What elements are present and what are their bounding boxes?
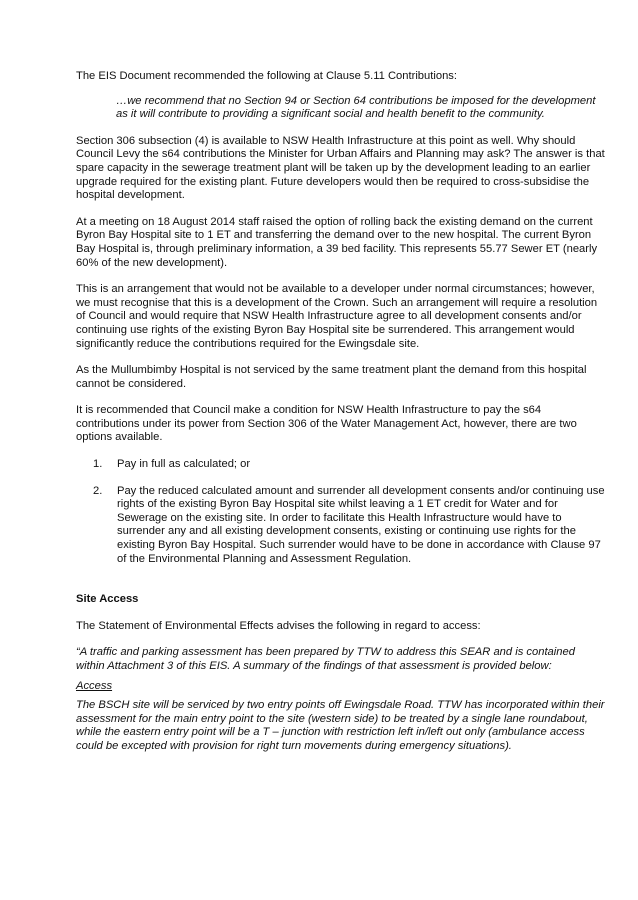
list-item-text: Pay in full as calculated; or <box>117 458 251 471</box>
list-item-number: 1. <box>93 458 103 471</box>
access-paragraph: The BSCH site will be serviced by two entry points off Ewingsdale Road. TTW has incorporated within their assessment for the main entry point to the site (western side) to be treated by a single lane roundabout, while the eastern entry point will be a T – junction with restriction left in/left out only (ambulance access could be excepted with provision for right turn movements during emergency situations). <box>76 699 605 752</box>
intro-paragraph: The EIS Document recommended the following at Clause 5.11 Contributions: <box>76 70 457 82</box>
eis-quote: …we recommend that no Section 94 or Section 64 contributions be imposed for the development as it will contribute to providing a significant social and health benefit to the community. <box>116 94 596 121</box>
site-access-lead: The Statement of Environmental Effects advises the following in regard to access: <box>76 619 481 632</box>
site-access-heading: Site Access <box>76 593 139 606</box>
paragraph-mullumbimby: As the Mullumbimby Hospital is not serviced by the same treatment plant the demand from this hospital cannot be considered. <box>76 364 587 390</box>
list-item-number: 2. <box>93 484 103 497</box>
paragraph-meeting: At a meeting on 18 August 2014 staff raised the option of rolling back the existing demand on the current Byron Bay Hospital site to 1 ET and transferring the demand over to the new hospital. The current Byron Bay Hospital is, through preliminary information, a 39 bed facility. This represents 55.77 Sewer ET (nearly 60% of the new development). <box>76 215 598 269</box>
paragraph-arrangement: This is an arrangement that would not be available to a developer under normal circumstances; however, we must recognise that this is a development of the Crown. Such an arrangement will require a resolution of Council and would require that NSW Health Infrastructure agree to all development consents and/or continuing use rights of the existing Byron Bay Hospital site be surrendered. This arrangement would significantly reduce the contributions required for the Ewingsdale site. <box>76 283 598 350</box>
paragraph-recommendation: It is recommended that Council make a condition for NSW Health Infrastructure to pay the s64 contributions under its power from Section 306 of the Water Management Act, however, there are two options available. <box>76 404 577 444</box>
list-item <box>76 485 606 567</box>
list-item <box>76 458 606 472</box>
access-subheading: Access <box>76 679 113 692</box>
traffic-assessment-quote: “A traffic and parking assessment has been prepared by TTW to address this SEAR and is contained within Attachment 3 of this EIS. A summary of the findings of that assessment is provided below: <box>76 646 575 672</box>
options-list <box>76 458 606 566</box>
paragraph-section-306: Section 306 subsection (4) is available to NSW Health Infrastructure at this point as well. Why should Council Levy the s64 contributions the Minister for Urban Affairs and Planning may ask? The answer is that spare capacity in the sewerage treatment plant will be taken up by the development leading to an earlier upgrade required for the existing plant. Future developers would then be required to cross-subsidise the hospital development. <box>76 134 605 202</box>
document-page <box>76 70 606 754</box>
list-item-text: Pay the reduced calculated amount and surrender all development consents and/or continuing use rights of the existing Byron Bay Hospital site whilst leaving a 1 ET credit for Water and for Sewerage on the existing site. In order to facilitate this Health Infrastructure would have to surrender any and all existing development consents, existing or continuing use rights for the existing Byron Bay Hospital. Such surrender would have to be done in accordance with Clause 97 of the Environmental Planning and Assessment Regulation. <box>117 484 605 565</box>
